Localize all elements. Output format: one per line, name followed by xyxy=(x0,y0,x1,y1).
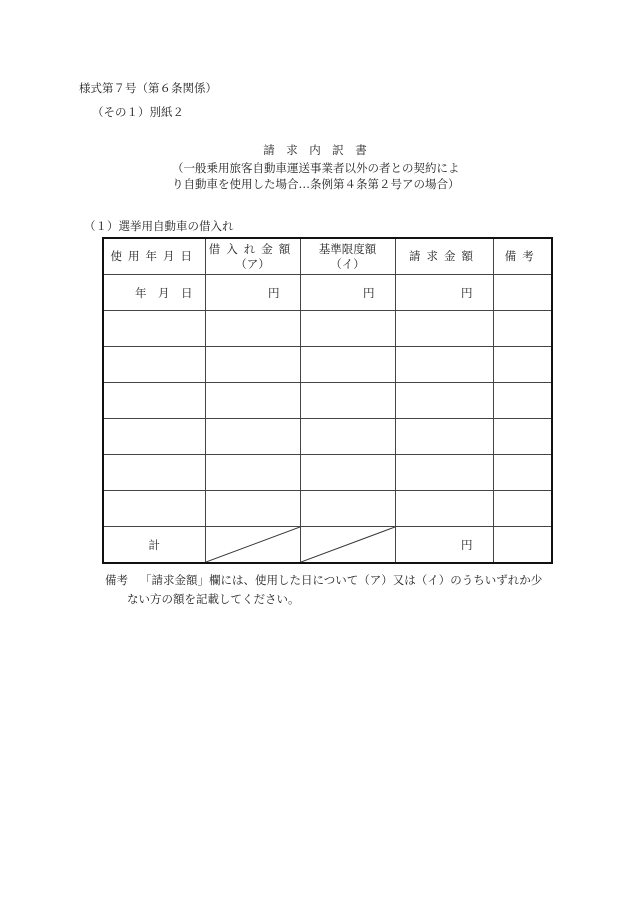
header-rental-amount-label: 借入れ金額 xyxy=(208,241,297,256)
limit-amount-cell[interactable] xyxy=(300,347,395,383)
table-row xyxy=(103,275,552,311)
remarks-cell[interactable] xyxy=(493,275,552,311)
rental-amount-cell[interactable] xyxy=(205,455,300,491)
table-row xyxy=(103,347,552,383)
total-row xyxy=(103,527,552,564)
header-rental-amount-sub: （ア） xyxy=(235,256,270,271)
claim-amount-total-cell[interactable]: 円 xyxy=(395,527,493,564)
rental-amount-cell[interactable] xyxy=(205,347,300,383)
remarks-cell[interactable] xyxy=(493,383,552,419)
claim-amount-cell[interactable] xyxy=(395,455,493,491)
section-heading: （１）選挙用自動車の借入れ xyxy=(84,219,234,233)
claim-breakdown-table xyxy=(102,237,553,564)
date-cell[interactable] xyxy=(103,311,205,347)
sub-form-label: （その１）別紙２ xyxy=(92,105,184,119)
limit-amount-cell[interactable]: 円 xyxy=(300,275,395,311)
note-label: 備考 xyxy=(105,573,128,587)
limit-amount-cell[interactable] xyxy=(300,383,395,419)
limit-amount-cell[interactable] xyxy=(300,419,395,455)
date-cell[interactable] xyxy=(103,419,205,455)
date-cell[interactable] xyxy=(103,491,205,527)
table-row xyxy=(103,383,552,419)
header-limit-amount xyxy=(300,238,395,275)
subtitle-line2: り自動車を使用した場合…条例第４条第２号アの場合） xyxy=(172,177,460,191)
rental-amount-cell[interactable] xyxy=(205,419,300,455)
table-row xyxy=(103,491,552,527)
diagonal-strike xyxy=(206,527,300,562)
rental-amount-cell[interactable] xyxy=(205,491,300,527)
header-date: 使用年月日 xyxy=(103,238,205,275)
claim-amount-cell[interactable] xyxy=(395,311,493,347)
rental-amount-total-cell xyxy=(205,527,300,564)
remarks-cell[interactable] xyxy=(493,347,552,383)
note-line1: 「請求金額」欄には、使用した日について（ア）又は（イ）のうちいずれか少 xyxy=(140,573,543,587)
table-row xyxy=(103,419,552,455)
date-cell[interactable] xyxy=(103,347,205,383)
remarks-cell[interactable] xyxy=(493,419,552,455)
header-claim-amount: 請求金額 xyxy=(395,238,493,275)
limit-amount-cell[interactable] xyxy=(300,311,395,347)
limit-amount-cell[interactable] xyxy=(300,455,395,491)
form-number: 様式第７号（第６条関係） xyxy=(79,81,217,95)
document-title: 請 求 内 訳 書 xyxy=(263,143,367,157)
note-line2: ない方の額を記載してください。 xyxy=(127,592,300,606)
remarks-cell[interactable] xyxy=(493,455,552,491)
rental-amount-cell[interactable] xyxy=(205,383,300,419)
limit-amount-total-cell xyxy=(300,527,395,564)
header-rental-amount xyxy=(205,238,300,275)
claim-amount-cell[interactable] xyxy=(395,383,493,419)
remarks-cell[interactable] xyxy=(493,491,552,527)
claim-amount-cell[interactable] xyxy=(395,491,493,527)
subtitle-line1: （一般乗用旅客自動車運送事業者以外の者との契約によ xyxy=(172,161,460,175)
claim-amount-cell[interactable]: 円 xyxy=(395,275,493,311)
table-header-row xyxy=(103,238,552,275)
rental-amount-cell[interactable]: 円 xyxy=(205,275,300,311)
date-cell[interactable] xyxy=(103,455,205,491)
limit-amount-cell[interactable] xyxy=(300,491,395,527)
total-label: 計 xyxy=(103,527,205,564)
claim-amount-cell[interactable] xyxy=(395,419,493,455)
remarks-total-cell[interactable] xyxy=(493,527,552,564)
header-remarks: 備考 xyxy=(493,238,552,275)
date-cell[interactable] xyxy=(103,383,205,419)
header-limit-amount-sub: （イ） xyxy=(330,256,365,271)
date-cell[interactable]: 年 月 日 xyxy=(103,275,205,311)
remarks-cell[interactable] xyxy=(493,311,552,347)
rental-amount-cell[interactable] xyxy=(205,311,300,347)
header-limit-amount-label: 基準限度額 xyxy=(318,241,377,256)
table-row xyxy=(103,455,552,491)
table-row xyxy=(103,311,552,347)
claim-amount-cell[interactable] xyxy=(395,347,493,383)
diagonal-strike xyxy=(301,527,395,562)
